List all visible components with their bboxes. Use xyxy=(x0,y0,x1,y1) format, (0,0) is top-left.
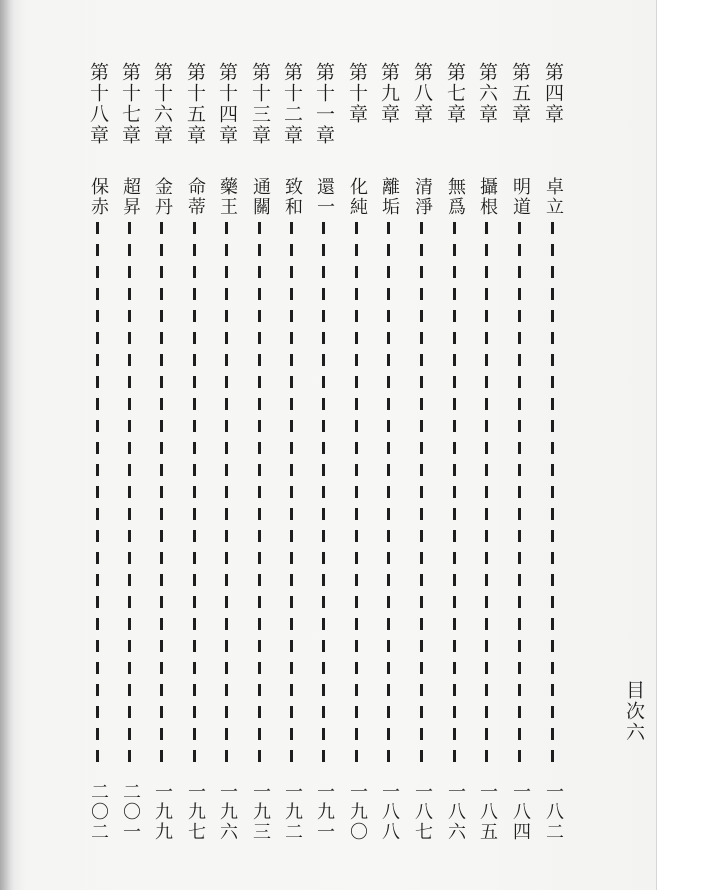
chapter-title: 通關 xyxy=(250,177,271,217)
dot-leader xyxy=(96,222,99,767)
chapter-title: 離垢 xyxy=(379,177,400,217)
chapter-number: 第六章 xyxy=(476,62,498,125)
toc-entry xyxy=(81,62,115,852)
page-number: 一八六 xyxy=(445,782,466,842)
chapter-number: 第十五章 xyxy=(184,62,206,146)
toc-entry xyxy=(145,62,179,852)
chapter-number: 第十七章 xyxy=(119,62,141,146)
dot-leader xyxy=(160,222,163,767)
chapter-title: 超昇 xyxy=(120,177,141,217)
toc-entry xyxy=(536,62,570,852)
toc-entry xyxy=(307,62,341,852)
chapter-title: 攝根 xyxy=(477,177,498,217)
chapter-number: 第十章 xyxy=(346,62,368,125)
chapter-title: 卓立 xyxy=(543,177,564,217)
toc-entry xyxy=(340,62,374,852)
page-number: 一八二 xyxy=(543,782,564,842)
dot-leader xyxy=(225,222,228,767)
chapter-number: 第十六章 xyxy=(151,62,173,146)
chapter-title: 致和 xyxy=(282,177,303,217)
page-number: 一九二 xyxy=(282,782,303,842)
chapter-title: 命蒂 xyxy=(185,177,206,217)
chapter-number: 第十二章 xyxy=(281,62,303,146)
dot-leader xyxy=(518,222,521,767)
chapter-number: 第九章 xyxy=(378,62,400,125)
page-number: 一九一 xyxy=(314,782,335,842)
toc-entry xyxy=(178,62,212,852)
page-header: 目次六 xyxy=(623,680,645,743)
chapter-number: 第四章 xyxy=(542,62,564,125)
chapter-number: 第十八章 xyxy=(87,62,109,146)
toc-entry xyxy=(470,62,504,852)
dot-leader xyxy=(322,222,325,767)
dot-leader xyxy=(453,222,456,767)
chapter-title: 還一 xyxy=(314,177,335,217)
toc-entry xyxy=(405,62,439,852)
dot-leader xyxy=(387,222,390,767)
toc-entry xyxy=(243,62,277,852)
chapter-number: 第七章 xyxy=(444,62,466,125)
chapter-title: 化純 xyxy=(347,177,368,217)
dot-leader xyxy=(193,222,196,767)
page-number: 一九七 xyxy=(185,782,206,842)
page-number: 二〇一 xyxy=(120,782,141,842)
dot-leader xyxy=(128,222,131,767)
page-number: 一九六 xyxy=(217,782,238,842)
chapter-number: 第五章 xyxy=(509,62,531,125)
dot-leader xyxy=(355,222,358,767)
chapter-title: 保赤 xyxy=(88,177,109,217)
toc-entry xyxy=(372,62,406,852)
chapter-title: 清淨 xyxy=(412,177,433,217)
dot-leader xyxy=(420,222,423,767)
dot-leader xyxy=(258,222,261,767)
chapter-number: 第十一章 xyxy=(313,62,335,146)
page-number: 一八七 xyxy=(412,782,433,842)
page-number: 一九九 xyxy=(152,782,173,842)
page-number: 一八五 xyxy=(477,782,498,842)
dot-leader xyxy=(485,222,488,767)
toc-entry xyxy=(438,62,472,852)
page-number: 二〇二 xyxy=(88,782,109,842)
page-number: 一八四 xyxy=(510,782,531,842)
page-number: 一九三 xyxy=(250,782,271,842)
chapter-number: 第十四章 xyxy=(216,62,238,146)
toc-entry xyxy=(275,62,309,852)
chapter-number: 第十三章 xyxy=(249,62,271,146)
chapter-title: 明道 xyxy=(510,177,531,217)
toc-entry xyxy=(113,62,147,852)
page-number: 一九〇 xyxy=(347,782,368,842)
chapter-number: 第八章 xyxy=(411,62,433,125)
page-number: 一八八 xyxy=(379,782,400,842)
toc-entry xyxy=(210,62,244,852)
chapter-title: 無爲 xyxy=(445,177,466,217)
chapter-title: 金丹 xyxy=(152,177,173,217)
dot-leader xyxy=(290,222,293,767)
dot-leader xyxy=(551,222,554,767)
chapter-title: 藥王 xyxy=(217,177,238,217)
toc-entry xyxy=(503,62,537,852)
